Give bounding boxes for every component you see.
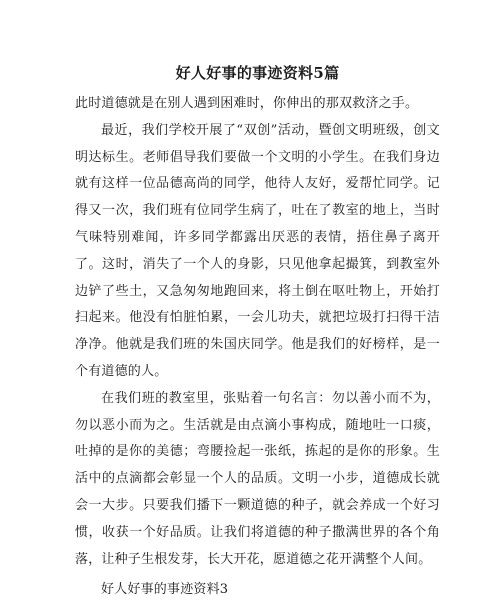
body-paragraph: 最近，我们学校开展了“双创”活动，暨创文明班级，创文明达标生。老师倡导我们要做一个文明的小学生。在我们身边就有这样一位品德高尚的同学，他待人友好，爱帮忙同学。记得又一次，我们班有位同学生病了，吐在了教室的地上，当时气味特别难闻，许多同学都露出厌恶的表情，捂住鼻子离开了。这时，消失了一个人的身影，只见他拿起撮箕，到教室外边铲了些土，又急匆匆地跑回来，将土倒在呕吐物上，开始打扫起来。他没有怕脏怕累，一会儿功夫，就把垃圾打扫得干洁净净。他就是我们班的朱国庆同学。他是我们的好榜样，是一个有道德的人。 <box>75 122 440 379</box>
body-paragraph: 在我们班的教室里，张贴着一句名言：勿以善小而不为，勿以恶小而为之。生活就是由点滴小事构成，随地吐一口痰，吐掉的是你的美德；弯腰捡起一张纸，拣起的是你的形象。生活中的点滴都会彰显一个人的品质。文明一小步，道德成长就会一大步。只要我们播下一颗道德的种子，就会养成一个好习惯，收获一个好品质。让我们将道德的种子撒满世界的各个角落，让种子生根发芽，长大开花，愿道德之花开满整个人间。 <box>75 390 440 567</box>
document-title: 好人好事的事迹资料5篇 <box>175 64 340 82</box>
section-heading: 好人好事的事迹资料3 <box>101 582 229 598</box>
intro-paragraph: 此时道德就是在别人遇到困难时，你伸出的那双救济之手。 <box>75 96 419 111</box>
